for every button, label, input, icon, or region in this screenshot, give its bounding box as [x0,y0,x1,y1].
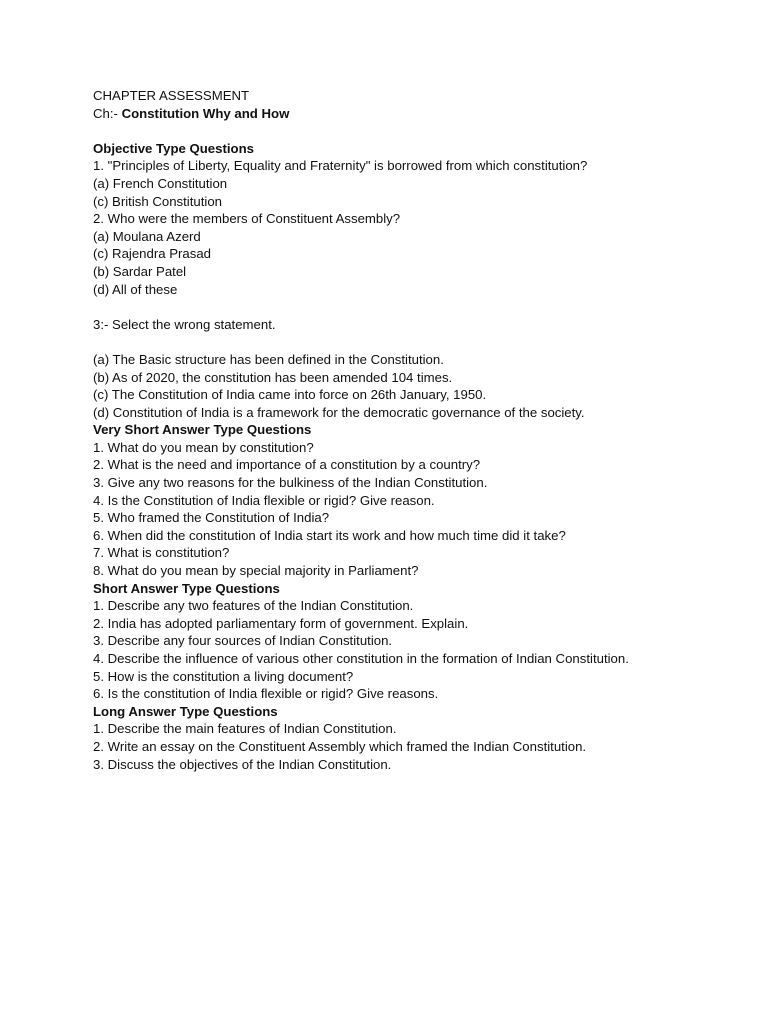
chapter-line [93,105,728,123]
question-2: 2. Who were the members of Constituent Assembly? [93,211,401,227]
very-short-question: 2. What is the need and importance of a constitution by a country? [93,457,481,473]
q2-option: (c) Rajendra Prasad [93,246,212,262]
q3-option: (d) Constitution of India is a framework for the democratic governance of the society. [93,404,585,420]
very-short-question: 4. Is the Constitution of India flexible or rigid? Give reason. [93,492,435,508]
q2-option: (b) Sardar Patel [93,263,187,279]
short-question: 2. India has adopted parliamentary form of government. Explain. [93,615,469,631]
very-short-question: 6. When did the constitution of India start its work and how much time did it take? [93,527,566,543]
short-question: 6. Is the constitution of India flexible or rigid? Give reasons. [93,686,439,702]
short-question: 4. Describe the influence of various other constitution in the formation of Indian Constitution. [93,651,629,666]
q3-option: (b) As of 2020, the constitution has been amended 104 times. [93,369,453,385]
question-1: 1. "Principles of Liberty, Equality and Fraternity" is borrowed from which constitution? [93,158,588,174]
chapter-prefix: Ch:- [93,105,122,121]
q2-option: (d) All of these [93,281,178,297]
q1-option: (c) British Constitution [93,193,222,209]
q2-option: (a) Moulana Azerd [93,228,201,244]
long-heading: Long Answer Type Questions [93,703,278,719]
q1-option: (a) French Constitution [93,175,228,191]
very-short-question: 7. What is constitution? [93,545,230,561]
very-short-heading: Very Short Answer Type Questions [93,422,312,438]
question-3: 3:- Select the wrong statement. [93,316,276,332]
objective-heading: Objective Type Questions [93,140,254,156]
very-short-question: 5. Who framed the Constitution of India? [93,510,330,526]
long-question: 2. Write an essay on the Constituent Assembly which framed the Indian Constitution. [93,738,587,754]
long-question: 3. Discuss the objectives of the Indian Constitution. [93,756,392,772]
chapter-name: Constitution Why and How [121,105,290,121]
short-heading: Short Answer Type Questions [93,580,280,596]
spacer [93,298,728,316]
very-short-question: 1. What do you mean by constitution? [93,439,314,455]
short-question: 1. Describe any two features of the Indian Constitution. [93,598,414,614]
short-question: 3. Describe any four sources of Indian Constitution. [93,633,393,649]
spacer [93,122,728,140]
long-question: 1. Describe the main features of Indian Constitution. [93,721,397,737]
short-question: 5. How is the constitution a living document? [93,668,354,684]
very-short-question: 3. Give any two reasons for the bulkiness of the Indian Constitution. [93,475,488,491]
document-title: CHAPTER ASSESSMENT [93,88,250,103]
q3-option: (c) The Constitution of India came into force on 26th January, 1950. [93,387,487,403]
very-short-question: 8. What do you mean by special majority in Parliament? [93,563,419,579]
spacer [93,333,728,351]
q3-option: (a) The Basic structure has been defined in the Constitution. [93,351,444,367]
